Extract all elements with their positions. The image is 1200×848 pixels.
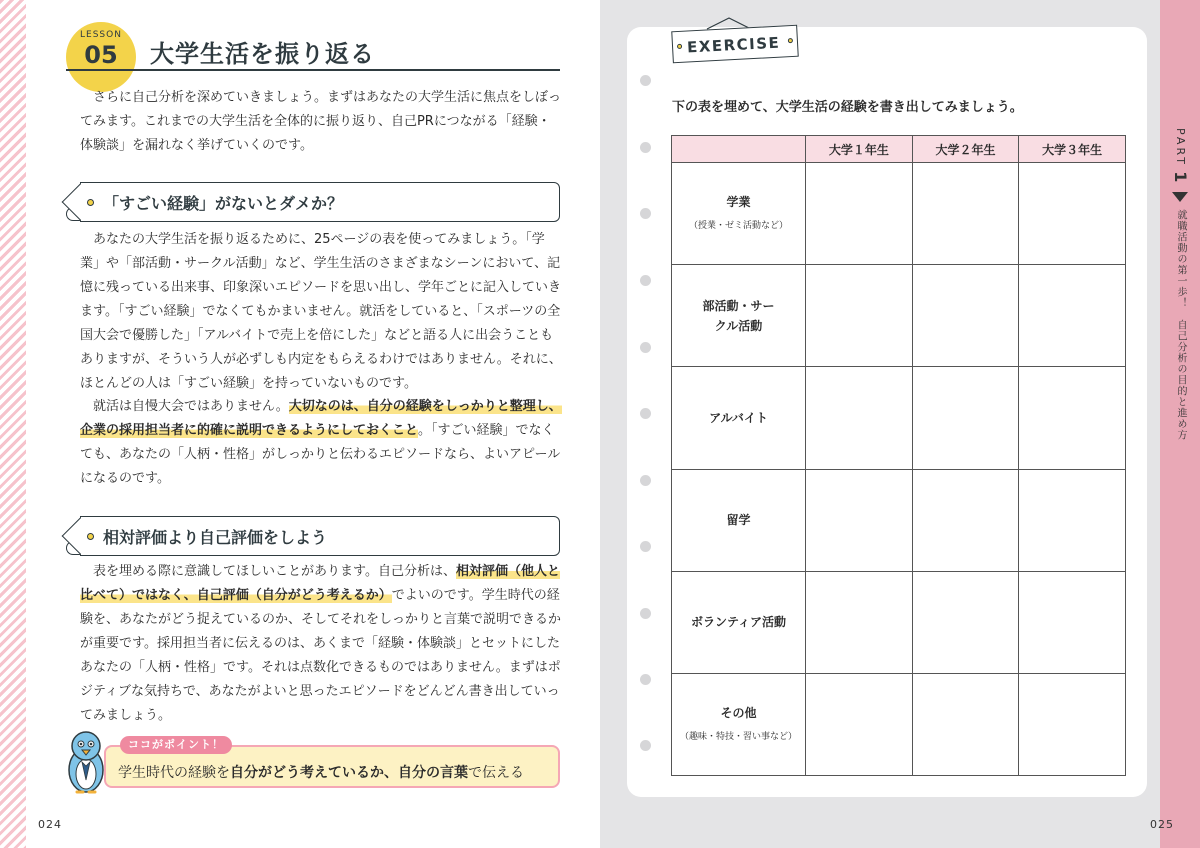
point-label: ココがポイント！ xyxy=(120,736,232,754)
row-header xyxy=(672,367,806,469)
exercise-instruction: 下の表を埋めて、大学生活の経験を書き出してみましょう。 xyxy=(672,100,1023,115)
tag-hole-icon xyxy=(87,199,94,206)
triangle-icon xyxy=(1172,192,1188,202)
highlighted-text: 相対評価（他人と比べて）ではなく、自己評価（自分がどう考えるか） xyxy=(80,564,560,603)
binder-hole-icon xyxy=(640,541,651,552)
answer-cell[interactable] xyxy=(806,673,913,775)
row-sublabel: （授業・ゼミ活動など） xyxy=(688,220,788,231)
column-header: 大学３年生 xyxy=(1019,136,1126,163)
body-paragraph-highlight xyxy=(80,560,562,728)
binder-hole-icon xyxy=(640,608,651,619)
answer-cell[interactable] xyxy=(912,265,1019,367)
page-number: 025 xyxy=(1150,818,1174,831)
section-heading: 相対評価より自己評価をしよう xyxy=(103,528,328,547)
row-header xyxy=(672,163,806,265)
row-label: アルバイト xyxy=(709,410,768,425)
answer-cell[interactable] xyxy=(1019,469,1126,571)
title-divider xyxy=(66,69,560,71)
lesson-badge xyxy=(66,22,136,92)
page-title: 大学生活を振り返る xyxy=(150,40,375,68)
exercise-tag xyxy=(671,25,799,64)
row-header xyxy=(672,265,806,367)
answer-cell[interactable] xyxy=(1019,673,1126,775)
chapter-side-label xyxy=(1170,128,1190,441)
row-sublabel: （趣味・特技・習い事など） xyxy=(679,731,797,742)
binder-hole-icon xyxy=(640,275,651,286)
part-number: 1 xyxy=(1171,171,1190,184)
text-segment: 表を埋める際に意識してほしいことがあります。自己分析は、 xyxy=(93,564,456,579)
row-header xyxy=(672,469,806,571)
chapter-title: 就職活動の第一歩！ 自己分析の目的と進め方 xyxy=(1175,209,1186,441)
column-header: 大学２年生 xyxy=(912,136,1019,163)
binder-hole-icon xyxy=(640,208,651,219)
table-row xyxy=(672,163,1126,265)
striped-margin xyxy=(0,0,26,848)
text-segment: でよいのです。学生時代の経験を、あなたがどう捉えているのか、そしてそれをしっかりと言葉で説明できるかが重要です。採用担当者に伝えるのは、あくまで「経験・体験談」とセットにしたあなたの「人柄・性格」です。それは点数化できるものではありません。まずはポジティブな気持ちで、あなたがよいと思ったエピソードをどんどん書き出していってみましょう。 xyxy=(80,588,562,723)
binder-hole-icon xyxy=(640,674,651,685)
table-header-row xyxy=(672,136,1126,163)
table-row xyxy=(672,571,1126,673)
answer-cell[interactable] xyxy=(1019,367,1126,469)
lesson-number: 05 xyxy=(84,41,118,69)
intro-paragraph: さらに自己分析を深めていきましょう。まずはあなたの大学生活に焦点をしぼってみます。これまでの大学生活を全体的に振り返り、自己PRにつながる「経験・体験談」を漏れなく挙げていくのです。 xyxy=(80,90,562,153)
answer-cell[interactable] xyxy=(806,163,913,265)
section-heading-tag xyxy=(80,516,560,556)
answer-cell[interactable] xyxy=(1019,571,1126,673)
answer-cell[interactable] xyxy=(912,571,1019,673)
binder-hole-icon xyxy=(640,740,651,751)
answer-cell[interactable] xyxy=(806,265,913,367)
answer-cell[interactable] xyxy=(806,367,913,469)
answer-cell[interactable] xyxy=(806,571,913,673)
text-segment: 。「すごい経験」でなくても、あなたの「人柄・性格」がしっかりと伝わるエピソードなら、よいアピールになるのです。 xyxy=(80,423,561,486)
answer-cell[interactable] xyxy=(1019,163,1126,265)
binder-hole-icon xyxy=(640,408,651,419)
binder-hole-icon xyxy=(640,475,651,486)
penguin-mascot-icon xyxy=(62,728,110,796)
highlighted-text: 大切なのは、自分の経験をしっかりと整理し、企業の採用担当者に的確に説明できるようにしておくこと xyxy=(80,399,562,438)
answer-cell[interactable] xyxy=(1019,265,1126,367)
row-label: その他 xyxy=(720,705,757,720)
answer-cell[interactable] xyxy=(912,469,1019,571)
binder-hole-icon xyxy=(640,75,651,86)
table-row xyxy=(672,673,1126,775)
binder-hole-icon xyxy=(640,342,651,353)
table-row xyxy=(672,367,1126,469)
row-header xyxy=(672,571,806,673)
row-header xyxy=(672,673,806,775)
page-number: 024 xyxy=(38,818,62,831)
lesson-label: LESSON xyxy=(80,30,122,40)
exercise-label: EXERCISE xyxy=(686,33,781,57)
table-corner-cell xyxy=(672,136,806,163)
column-header: 大学１年生 xyxy=(806,136,913,163)
tag-hole-icon xyxy=(87,533,94,540)
row-label: 部活動・サークル活動 xyxy=(702,298,775,333)
answer-cell[interactable] xyxy=(912,673,1019,775)
text-segment: 学生時代の経験を xyxy=(118,765,230,781)
section-heading-tag xyxy=(80,182,560,222)
table-row xyxy=(672,265,1126,367)
answer-cell[interactable] xyxy=(912,367,1019,469)
row-label: 留学 xyxy=(726,513,751,528)
section-heading: 「すごい経験」がないとダメか？ xyxy=(103,194,344,213)
bold-text: 自分がどう考えているか、自分の言葉 xyxy=(230,765,468,781)
text-segment: 就活は自慢大会ではありません。 xyxy=(93,399,289,414)
tag-dot-icon xyxy=(788,38,793,43)
body-paragraph-highlight xyxy=(80,395,562,491)
table-row xyxy=(672,469,1126,571)
answer-cell[interactable] xyxy=(806,469,913,571)
body-paragraph: あなたの大学生活を振り返るために、25ページの表を使ってみましょう。「学業」や「部活動・サークル活動」など、学生生活のさまざまなシーンにおいて、記憶に残っている出来事、印象深いエピソードを思い出し、学年ごとに記入していきます。「すごい経験」でなくてもかまいません。就活をしていると、「スポーツの全国大会で優勝した」「アルバイトで売上を倍にした」などと語る人に出会うこともありますが、そういう人が必ずしも内定をもらえるわけではありません。それに、ほとんどの人は「すごい経験」を持っていないものです。 xyxy=(80,232,562,391)
binder-hole-icon xyxy=(640,142,651,153)
row-label: 学業 xyxy=(726,194,751,209)
answer-cell[interactable] xyxy=(912,163,1019,265)
row-label: ボランティア活動 xyxy=(690,615,787,630)
text-segment: で伝える xyxy=(468,765,524,781)
part-label: PART xyxy=(1174,128,1187,168)
point-text xyxy=(118,762,524,782)
exercise-table xyxy=(671,135,1126,776)
tag-dot-icon xyxy=(677,44,682,49)
